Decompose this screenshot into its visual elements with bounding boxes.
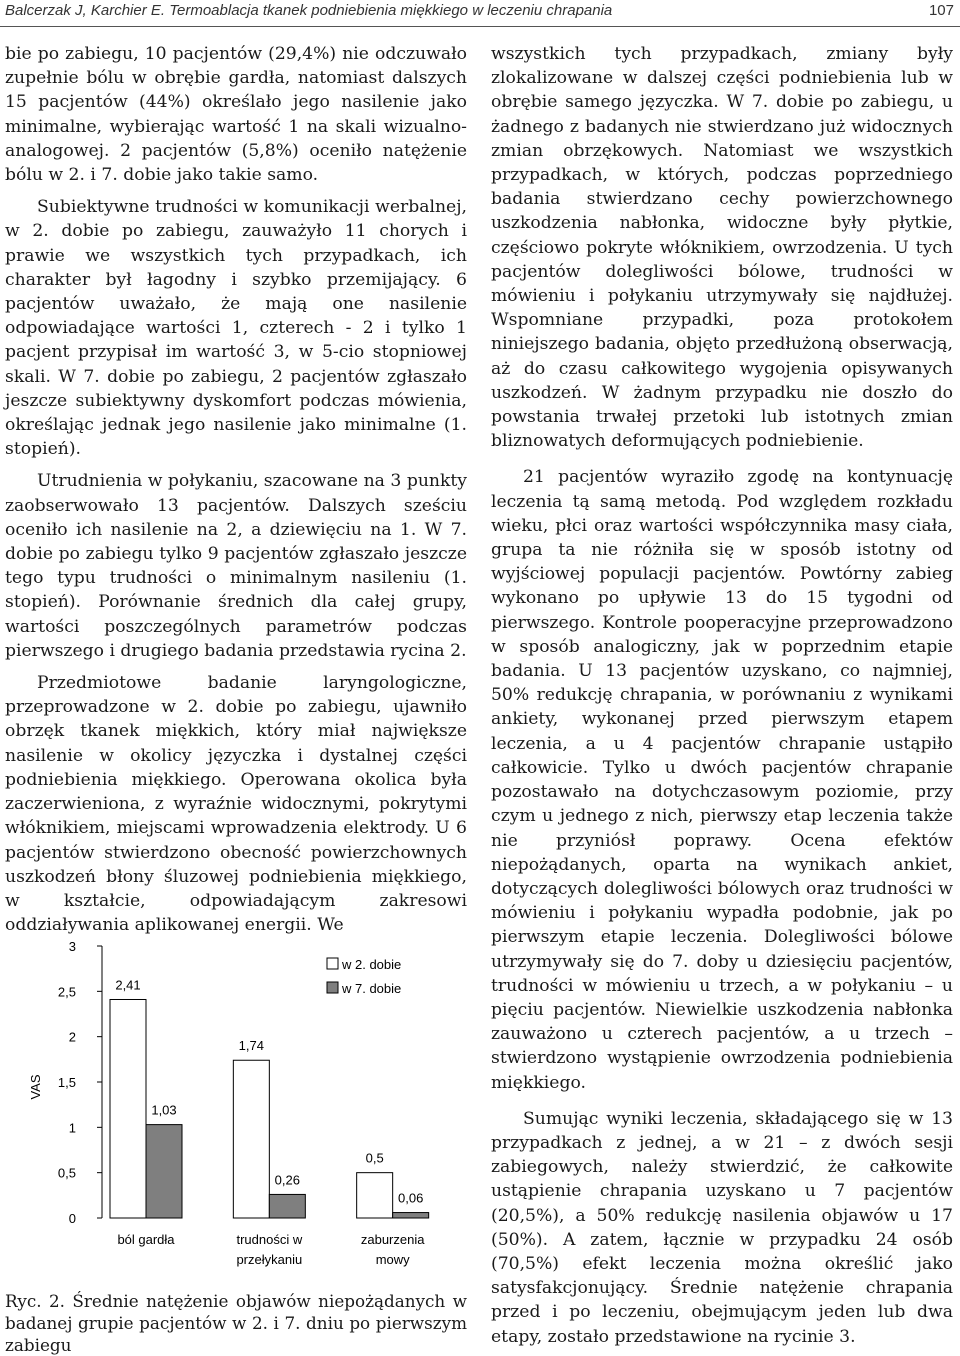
right-column	[491, 42, 953, 1349]
paragraph: 21 pacjentów wyraziło zgodę na kontynuację leczenia tą samą metodą. Pod względem rozkładu wieku, płci oraz wartości współczynnika masy ciała, grupa ta nie różniła się w sposób istotny od wyjściowej populacji pacjentów. Powtórny zabieg wykonano po upływie 13 do 15 tygodni od pierwszego. Kontrole pooperacyjne przeprowadzono w sposób analogiczny, jak w poprzednim etapie badania. U 13 pacjentów uzyskano, co najmniej, 50% redukcję chrapania, w porównaniu z wynikami ankiety, wykonanej przed pierwszym etapem leczenia, a u 4 pacjentów chrapanie ustąpiło całkowicie. Tylko u dwóch pacjentów chrapanie pozostawało na dotychczasowym poziomie, przy czym u jednego z nich, pierwszy etap leczenia także nie przyniósł poprawy. Ocena efektów niepożądanych, oparta na wynikach ankiet, dotyczących dolegliwości bólowych oraz trudności w mówieniu i połykaniu wypadła podobnie, jak po pierwszym etapie leczenia. Dolegliwości bólowe utrzymywały się do 7. doby u dziesięciu pacjentów, trudności w mówieniu u trzech, a w połykaniu – u pięciu pacjentów. Niewielkie uszkodzenia nabłonka zauważono u czterech pacjentów, a u trzech – stwierdzono wystąpienie owrzodzenia podniebienia miękkiego.	[491, 467, 953, 1093]
y-tick-label: 0	[68, 1211, 76, 1226]
paragraph: Subiektywne trudności w komunikacji werbalnej, w 2. dobie po zabiegu, zauważyło 11 chorych i prawie we wszystkich tych przypadkach, ich charakter był łagodny i szybko przemijający. 6 pacjentów uważało, że mają one nasilenie odpowiadające wartości 1, czterech - 2 i tylko 1 pacjent przypisał im wartość 3, w 5-cio stopniowej skali. W 7. dobie po zabiegu, 2 pacjentów zgłaszało jeszcze subiektywny dyskomfort podczas mówienia, określając jednak jego nasilenie jako minimalne (1. stopień).	[5, 197, 467, 460]
data-label: 0,26	[274, 1172, 300, 1188]
left-column	[5, 42, 467, 937]
y-tick-label: 3	[68, 939, 76, 954]
data-label: 1,03	[151, 1102, 177, 1118]
x-category-label: trudności w	[236, 1232, 303, 1247]
page-number: 107	[928, 2, 954, 19]
x-category-label: ból gardła	[117, 1232, 175, 1247]
paragraph: Przedmiotowe badanie laryngologiczne, przeprowadzone w 2. dobie po zabiegu, ujawniło obrzęk tkanek miękkich, który miał największe nasilenie w okolicy języczka i dystalnej części podniebienia miękkiego. Operowana okolica była zaczerwieniona, z wyraźnie widocznymi, pokrytymi włóknikiem, miejscami wprowadzenia elektrody. U 6 pacjentów stwierdzono obecność powierzchownych uszkodzeń błony śluzowej podniebienia miękkiego, w kształcie, odpowiadającym zakresowi oddziaływania aplikowanej energii. We	[5, 673, 467, 936]
y-tick-label: 0,5	[57, 1165, 76, 1181]
bar	[269, 1194, 305, 1218]
header-rule	[0, 26, 960, 27]
x-category-label: mowy	[375, 1252, 410, 1267]
legend-swatch	[327, 958, 338, 969]
paragraph: Sumując wyniki leczenia, składającego się w 13 przypadkach z jednej, a w 21 – z dwóch sesji zabiegowych, należy stwierdzić, że całkowite ustąpienie chrapania uzyskano u 7 pacjentów (20,5%), a 50% redukcję nasilenia objawów u 17 (50%). A zatem, łącznie w przypadku 24 osób (70,5%) efekt leczenia można określić jako satysfakcjonujący. Średnie natężenie chrapania przed i po leczeniu, obejmującym jeden lub dwa etapy, zostało przedstawione na rycinie 3.	[491, 1108, 953, 1347]
x-category-label: zaburzenia	[360, 1232, 425, 1247]
bar	[357, 1173, 393, 1218]
data-label: 1,74	[238, 1038, 264, 1054]
y-axis-label: VAS	[28, 1074, 43, 1100]
y-tick-label: 2,5	[57, 984, 76, 1000]
bar	[110, 999, 146, 1218]
y-tick-label: 1	[68, 1120, 76, 1136]
data-label: 0,5	[365, 1150, 384, 1166]
paragraph: wszystkich tych przypadkach, zmiany były zlokalizowane w dalszej części podniebienia lub w obrębie samego języczka. W 7. dobie po zabiegu, u żadnego z badanych nie stwierdzano już widocznych zmian obrzękowych. Natomiast we wszystkich przypadkach, w których, podczas poprzedniego badania stwierdzano cechy powierzchownego uszkodzenia nabłonka, widoczne były płytkie, częściowo pokryte włóknikiem, owrzodzenia. U tych pacjentów dolegliwości bólowe, trudności w mówieniu i połykaniu utrzymywały się najdłużej. Wspomniane przypadki, poza protokołem niniejszego badania, objęto przedłużoną obserwacją, aż do czasu całkowitego wygojenia opisywanych uszkodzeń. W żadnym przypadku nie doszło do powstania trwałej przetoki lub istotnych zmian bliznowatych deformujących podniebienie.	[491, 44, 953, 452]
x-category-label: przełykaniu	[236, 1252, 303, 1267]
bar-chart	[22, 928, 472, 1278]
paragraph: bie po zabiegu, 10 pacjentów (29,4%) nie odczuwało zupełnie bólu w obrębie gardła, natomiast dalszych 15 pacjentów (44%) określało jego nasilenie jako minimalne, wybierając wartość 1 na skali wizualno-analogowej. 2 pacjentów (5,8%) oceniło natężenie bólu w 2. i 7. dobie jako takie samo.	[5, 44, 467, 186]
y-tick-label: 2	[68, 1029, 76, 1045]
figure-chart	[22, 928, 472, 1278]
legend-label: w 7. dobie	[342, 981, 402, 996]
y-tick-label: 1,5	[57, 1075, 76, 1090]
data-label: 2,41	[115, 977, 141, 993]
legend-label: w 2. dobie	[342, 957, 402, 972]
bar	[146, 1125, 182, 1218]
data-label: 0,06	[398, 1190, 424, 1206]
bar	[393, 1213, 429, 1218]
running-title: Balcerzak J, Karchier E. Termoablacja tkanek podniebienia miękkiego w leczeniu chrapania	[5, 2, 613, 19]
figure-caption: Ryc. 2. Średnie natężenie objawów niepożądanych w badanej grupie pacjentów w 2. i 7. dniu po pierwszym zabiegu	[5, 1291, 467, 1355]
paragraph: Utrudnienia w połykaniu, szacowane na 3 punkty zaobserwowało 13 pacjentów. Dalszych sześciu oceniło ich nasilenie na 2, a dziewięciu na 1. W 7. dobie po zabiegu tylko 9 pacjentów zgłaszało jeszcze tego typu trudności o minimalnym nasileniu (1. stopień). Porównanie średnich dla całej grupy, wartości poszczególnych parametrów podczas pierwszego i drugiego badania przedstawia rycina 2.	[5, 471, 467, 661]
bar	[233, 1060, 269, 1218]
legend-swatch	[327, 982, 338, 993]
running-header	[0, 0, 960, 26]
